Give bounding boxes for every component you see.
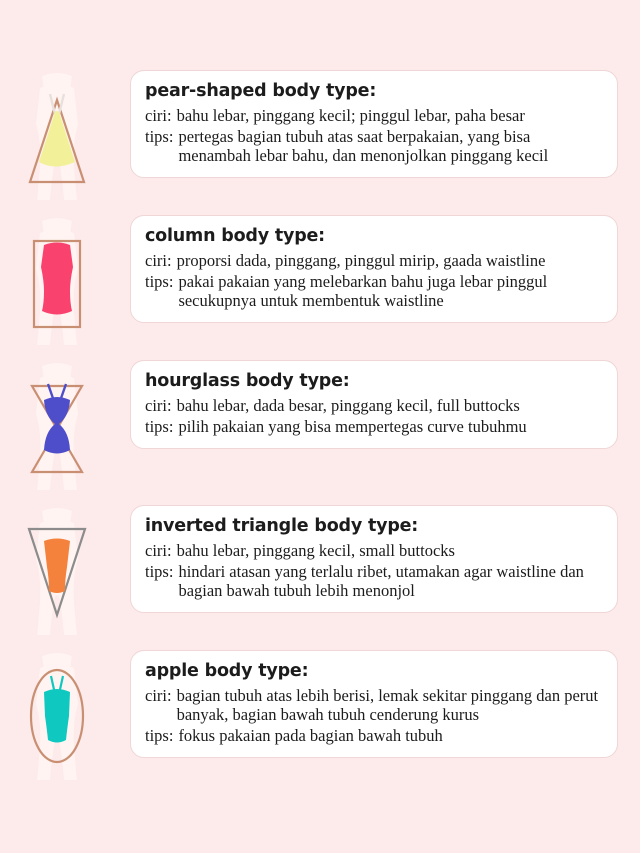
tips-text: pakai pakaian yang melebarkan bahu juga lebar pinggul secukupnya untuk membentuk waistline	[178, 272, 548, 311]
body-type-row-hourglass	[22, 360, 618, 492]
card-ciri-inverted-triangle	[145, 541, 603, 560]
ciri-text: bagian tubuh atas lebih berisi, lemak sekitar pinggang dan perut banyak, bagian bawah tubuh cenderung kurus	[176, 686, 599, 725]
card-ciri-hourglass	[145, 396, 603, 415]
tips-label: tips:	[145, 417, 174, 437]
inverted-triangle-body-illustration	[22, 505, 92, 637]
body-type-row-pear	[22, 70, 618, 202]
ciri-text: proporsi dada, pinggang, pinggul mirip, gaada waistline	[176, 251, 546, 270]
card-title-inverted-triangle: inverted triangle body type:	[145, 516, 419, 536]
ciri-text: bahu lebar, dada besar, pinggang kecil, full buttocks	[176, 396, 520, 415]
tips-text: hindari atasan yang terlalu ribet, utamakan agar waistline dan bagian bawah tubuh lebih menonjol	[178, 562, 584, 601]
tips-label: tips:	[145, 562, 174, 582]
ciri-label: ciri:	[145, 396, 172, 415]
figure-column	[22, 215, 120, 347]
ciri-label: ciri:	[145, 686, 172, 705]
ciri-label: ciri:	[145, 106, 172, 125]
figure-apple	[22, 650, 120, 782]
column-body-illustration	[22, 215, 92, 347]
tips-text: pilih pakaian yang bisa mempertegas curve tubuhmu	[178, 417, 527, 437]
tips-text: fokus pakaian pada bagian bawah tubuh	[178, 726, 443, 746]
card-pear	[130, 70, 618, 178]
pear-body-illustration	[22, 70, 92, 202]
body-type-row-inverted-triangle	[22, 505, 618, 637]
tips-text: pertegas bagian tubuh atas saat berpakaian, yang bisa menambah lebar bahu, dan menonjolkan pinggang kecil	[178, 127, 549, 166]
card-tips-apple	[145, 726, 603, 745]
card-hourglass	[130, 360, 618, 449]
card-tips-column	[145, 272, 603, 310]
card-tips-pear	[145, 127, 603, 165]
card-ciri-apple	[145, 686, 603, 724]
body-type-row-apple	[22, 650, 618, 782]
card-title-pear: pear-shaped body type:	[145, 81, 377, 101]
card-ciri-column	[145, 251, 603, 270]
card-title-hourglass: hourglass body type:	[145, 371, 350, 391]
ciri-text: bahu lebar, pinggang kecil, small buttocks	[176, 541, 455, 560]
ciri-label: ciri:	[145, 541, 172, 560]
hourglass-body-illustration	[22, 360, 92, 492]
ciri-text: bahu lebar, pinggang kecil; pinggul lebar, paha besar	[176, 106, 525, 125]
card-inverted-triangle	[130, 505, 618, 613]
tips-label: tips:	[145, 127, 174, 147]
figure-hourglass	[22, 360, 120, 492]
figure-pear	[22, 70, 120, 202]
card-ciri-pear	[145, 106, 603, 125]
tips-label: tips:	[145, 726, 174, 746]
apple-body-illustration	[22, 650, 92, 782]
card-title-column: column body type:	[145, 226, 325, 246]
card-title-apple: apple body type:	[145, 661, 309, 681]
figure-inverted-triangle	[22, 505, 120, 637]
card-apple	[130, 650, 618, 758]
card-tips-hourglass	[145, 417, 603, 436]
card-column	[130, 215, 618, 323]
ciri-label: ciri:	[145, 251, 172, 270]
card-tips-inverted-triangle	[145, 562, 603, 600]
body-type-row-column	[22, 215, 618, 347]
tips-label: tips:	[145, 272, 174, 292]
